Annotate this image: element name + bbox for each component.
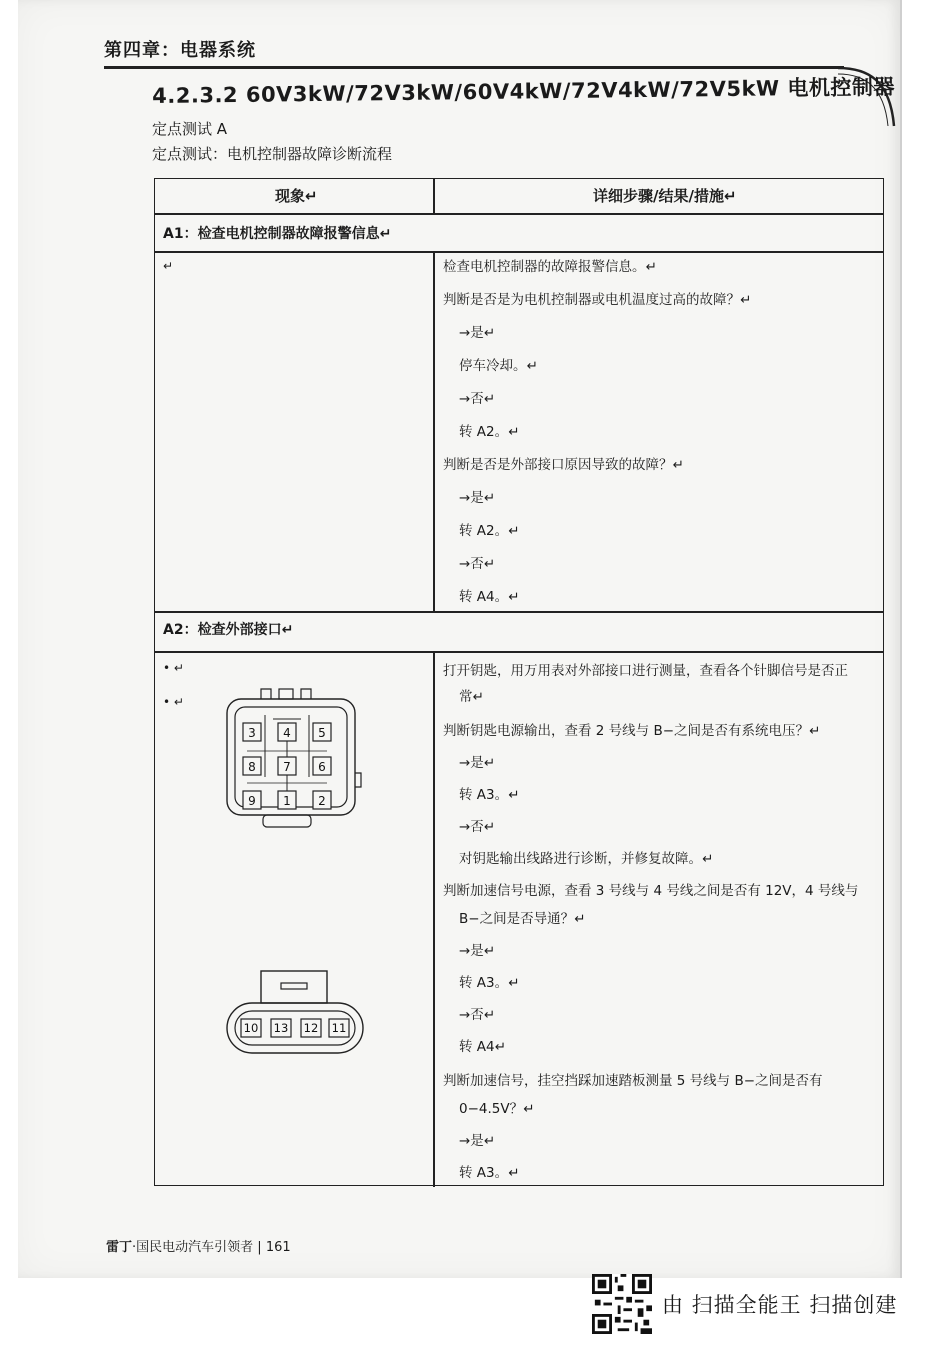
connector-pin-label: 1 — [283, 794, 291, 808]
step-line: 转 A4↵ — [459, 1039, 506, 1055]
step-line: 转 A3。↵ — [459, 975, 520, 991]
step-line: 判断是否是外部接口原因导致的故障？↵ — [443, 457, 684, 473]
row-divider — [155, 611, 883, 613]
connector-pin-label: 4 — [283, 726, 291, 740]
qr-code-icon — [592, 1274, 652, 1334]
step-line: 停车冷却。↵ — [459, 358, 538, 374]
connector-pin-label: 12 — [303, 1021, 319, 1035]
step-line: 判断是否是为电机控制器或电机温度过高的故障？↵ — [443, 292, 752, 308]
connector-pin-label: 10 — [243, 1021, 259, 1035]
connector-9-pin-diagram — [217, 683, 367, 833]
chapter-header: 第四章：电器系统 — [104, 40, 256, 61]
step-line: 判断加速信号电源，查看 3 号线与 4 号线之间是否有 12V，4 号线与 — [443, 883, 859, 899]
step-line: →否↵ — [459, 391, 496, 407]
step-line: →否↵ — [459, 1007, 496, 1023]
step-line: 判断加速信号，挂空挡踩加速踏板测量 5 号线与 B−之间是否有 — [443, 1073, 823, 1089]
connector-pin-label: 7 — [283, 760, 291, 774]
section-head-a2: A2：检查外部接口↵ — [163, 622, 294, 638]
column-header-phenomenon: 现象↵ — [275, 187, 318, 205]
step-line: 判断钥匙电源输出，查看 2 号线与 B−之间是否有系统电压？↵ — [443, 723, 821, 739]
connector-pin-label: 8 — [248, 760, 256, 774]
step-line: 0−4.5V？↵ — [459, 1101, 535, 1117]
page-number: 161 — [265, 1240, 291, 1255]
row-divider — [155, 651, 883, 653]
row-divider — [155, 213, 883, 215]
section-subtitle-1: 定点测试 A — [152, 120, 228, 138]
scanner-watermark — [592, 1274, 897, 1334]
connector-pin-label: 6 — [318, 760, 326, 774]
row-divider — [155, 251, 883, 253]
step-line: 检查电机控制器的故障报警信息。↵ — [443, 259, 657, 275]
footer-slogan: ·国民电动汽车引领者 — [132, 1240, 254, 1255]
scanner-watermark-text: 由 扫描全能王 扫描创建 — [662, 1293, 898, 1317]
step-line: 转 A3。↵ — [459, 1165, 520, 1181]
step-line: →是↵ — [459, 1133, 496, 1149]
step-line: 转 A4。↵ — [459, 589, 520, 605]
connector-pin-label: 13 — [273, 1021, 289, 1035]
diagnosis-table — [154, 178, 884, 1186]
step-line: 常↵ — [459, 689, 484, 705]
a2-bullet-1: • ↵ — [163, 661, 184, 675]
column-header-steps: 详细步骤/结果/措施↵ — [593, 187, 737, 205]
connector-4-pin-diagram — [221, 967, 371, 1067]
step-line: 打开钥匙，用万用表对外部接口进行测量，查看各个针脚信号是否正 — [443, 663, 848, 679]
connector-pin-label: 3 — [248, 726, 256, 740]
connector-pin-label: 2 — [318, 794, 326, 808]
connector-pin-label: 11 — [331, 1021, 347, 1035]
step-line: →是↵ — [459, 943, 496, 959]
step-line: 对钥匙输出线路进行诊断，并修复故障。↵ — [459, 851, 714, 867]
page-footer: 雷丁·国民电动汽车引领者 | 161 — [106, 1240, 291, 1255]
section-title: 4.2.3.2 60V3kW/72V3kW/60V4kW/72V4kW/72V5kW 电机控制器 — [152, 74, 896, 108]
section-head-a1: A1：检查电机控制器故障报警信息↵ — [163, 226, 392, 242]
header-rule — [104, 66, 844, 69]
step-line: 转 A2。↵ — [459, 424, 520, 440]
connector-pin-label: 5 — [318, 726, 326, 740]
column-divider — [433, 651, 435, 1187]
step-line: →是↵ — [459, 325, 496, 341]
step-line: →是↵ — [459, 490, 496, 506]
step-line: →是↵ — [459, 755, 496, 771]
column-divider — [433, 179, 435, 213]
connector-pin-label: 9 — [248, 794, 256, 808]
step-line: B−之间是否导通？↵ — [459, 911, 586, 927]
a1-left-mark: ↵ — [163, 259, 174, 273]
a2-bullet-2: • ↵ — [163, 695, 184, 709]
step-line: →否↵ — [459, 819, 496, 835]
section-subtitle-2: 定点测试：电机控制器故障诊断流程 — [152, 145, 393, 163]
column-divider — [433, 251, 435, 611]
step-line: →否↵ — [459, 556, 496, 572]
step-line: 转 A3。↵ — [459, 787, 520, 803]
step-line: 转 A2。↵ — [459, 523, 520, 539]
footer-brand: 雷丁 — [106, 1240, 133, 1255]
